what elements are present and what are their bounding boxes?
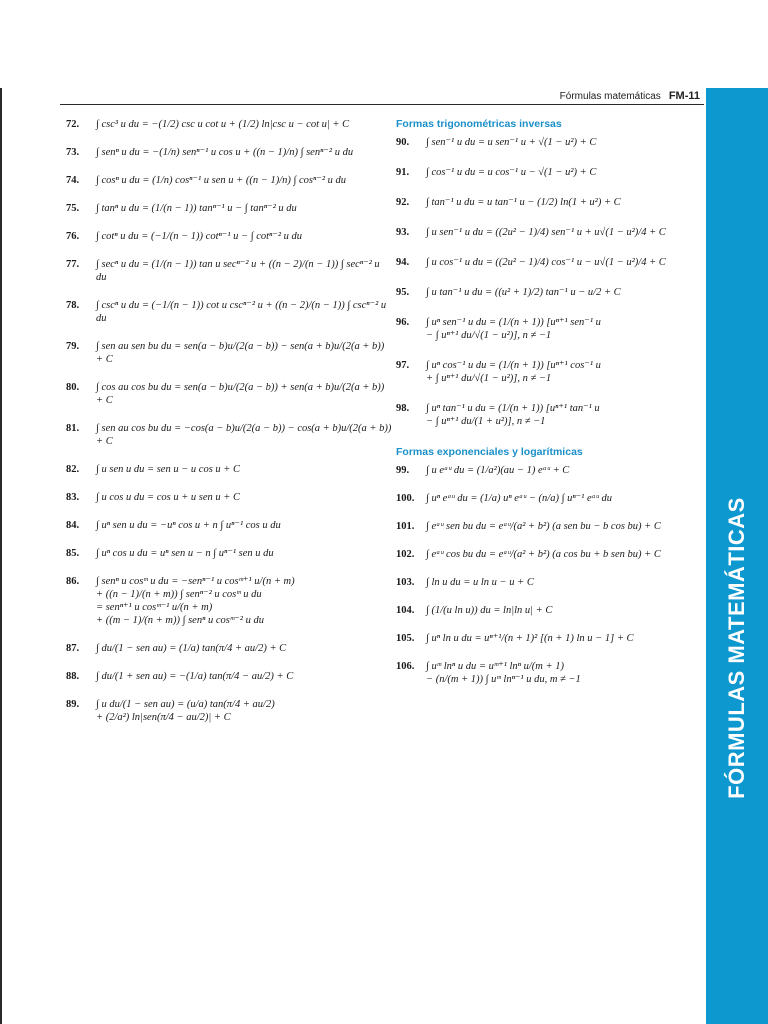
formula-item [396, 632, 704, 645]
formula-expression [426, 136, 704, 149]
formula-line: ∫ ln u du = u ln u − u + C [426, 577, 534, 588]
formula-number: 91. [396, 167, 410, 178]
formula-expression [426, 660, 704, 686]
formula-line: ∫ uⁿ tan⁻¹ u du = (1/(n + 1)) [uⁿ⁺¹ tan⁻¹ u [426, 403, 600, 414]
formula-number: 105. [396, 633, 415, 644]
formula-number: 93. [396, 227, 410, 238]
formula-item [66, 670, 392, 683]
formula-item [66, 230, 392, 243]
formula-expression [426, 316, 704, 342]
formula-expression [426, 286, 704, 299]
formula-number: 78. [66, 300, 80, 311]
formula-item [66, 146, 392, 159]
formula-item [66, 340, 392, 366]
formula-item [396, 359, 704, 385]
formula-line: ∫ uᵐ lnⁿ u du = uᵐ⁺¹ lnⁿ u/(m + 1) [426, 661, 564, 672]
formula-expression [96, 381, 392, 407]
formula-line: ∫ uⁿ sen⁻¹ u du = (1/(n + 1)) [uⁿ⁺¹ sen⁻¹ u [426, 317, 601, 328]
formula-expression [96, 230, 392, 243]
formula-item [396, 604, 704, 617]
formula-item [396, 316, 704, 342]
formula-line: + (2/a²) ln|sen(π/4 − au/2)| + C [96, 712, 231, 723]
side-tab-label: FÓRMULAS MATEMÁTICAS [724, 497, 749, 799]
formula-line: ∫ uⁿ sen u du = −uⁿ cos u + n ∫ uⁿ⁻¹ cos u du [96, 520, 281, 531]
formula-number: 80. [66, 382, 80, 393]
formula-expression [96, 340, 392, 366]
running-title: Fórmulas matemáticas [559, 91, 661, 102]
formula-line: ∫ u eᵃᵘ du = (1/a²)(au − 1) eᵃᵘ + C [426, 465, 570, 476]
formula-expression [426, 576, 704, 589]
formula-number: 73. [66, 147, 80, 158]
formula-line: ∫ cosⁿ u du = (1/n) cosⁿ⁻¹ u sen u + ((n − 1)/n) ∫ cosⁿ⁻² u du [96, 175, 346, 186]
formula-expression [426, 520, 704, 533]
formula-item [66, 547, 392, 560]
formula-line: ∫ u du/(1 − sen au) = (u/a) tan(π/4 + au/2) [96, 699, 275, 710]
formula-number: 85. [66, 548, 80, 559]
formula-item [66, 174, 392, 187]
formula-expression [96, 463, 392, 476]
formula-expression [96, 118, 392, 131]
formula-line: ∫ tan⁻¹ u du = u tan⁻¹ u − (1/2) ln(1 + u²) + C [426, 197, 621, 208]
formula-expression [96, 519, 392, 532]
formula-line: ∫ du/(1 + sen au) = −(1/a) tan(π/4 − au/2) + C [96, 671, 294, 682]
formula-line: ∫ eᵃᵘ cos bu du = eᵃᵘ/(a² + b²) (a cos bu + b sen bu) + C [426, 549, 661, 560]
formula-expression [426, 492, 704, 505]
formula-number: 101. [396, 521, 415, 532]
formula-line: ∫ sen au cos bu du = −cos(a − b)u/(2(a − b)) − cos(a + b)u/(2(a + b)) + C [96, 423, 392, 447]
formula-number: 98. [396, 403, 410, 414]
formula-expression [426, 632, 704, 645]
formula-item [66, 381, 392, 407]
formula-expression [96, 642, 392, 655]
formula-line: ∫ u cos⁻¹ u du = ((2u² − 1)/4) cos⁻¹ u − u√(1 − u²)/4 + C [426, 257, 666, 268]
formula-expression [426, 464, 704, 477]
formula-line: − ∫ uⁿ⁺¹ du/√(1 − u²)], n ≠ −1 [426, 330, 552, 341]
formula-item [396, 520, 704, 533]
formula-item [396, 256, 704, 269]
formula-number: 77. [66, 259, 80, 270]
formula-number: 95. [396, 287, 410, 298]
formula-line: ∫ u sen⁻¹ u du = ((2u² − 1)/4) sen⁻¹ u + u√(1 − u²)/4 + C [426, 227, 666, 238]
formula-expression [96, 575, 392, 627]
formula-line: ∫ uⁿ ln u du = uⁿ⁺¹/(n + 1)² [(n + 1) ln u − 1] + C [426, 633, 634, 644]
formula-number: 75. [66, 203, 80, 214]
formula-line: − (n/(m + 1)) ∫ uᵐ lnⁿ⁻¹ u du, m ≠ −1 [426, 674, 581, 685]
formula-number: 99. [396, 465, 410, 476]
formula-number: 104. [396, 605, 415, 616]
formula-expression [426, 402, 704, 428]
section-title-exp-log: Formas exponenciales y logarítmicas [396, 446, 583, 458]
formula-item [66, 642, 392, 655]
left-column [66, 118, 392, 739]
formula-expression [426, 604, 704, 617]
formula-item [396, 286, 704, 299]
formula-line: ∫ sen au sen bu du = sen(a − b)u/(2(a − b)) − sen(a + b)u/(2(a + b)) + C [96, 341, 385, 365]
formula-number: 76. [66, 231, 80, 242]
running-head [560, 90, 700, 102]
formula-item [66, 575, 392, 627]
formula-line: ∫ sen⁻¹ u du = u sen⁻¹ u + √(1 − u²) + C [426, 137, 597, 148]
header-rule [60, 104, 704, 105]
formula-item [66, 202, 392, 215]
formula-line: ∫ cos⁻¹ u du = u cos⁻¹ u − √(1 − u²) + C [426, 167, 597, 178]
formula-item [396, 492, 704, 505]
formula-expression [426, 256, 704, 269]
formula-item [396, 196, 704, 209]
formula-number: 97. [396, 360, 410, 371]
formula-number: 81. [66, 423, 80, 434]
formula-item [66, 698, 392, 724]
formula-number: 92. [396, 197, 410, 208]
formula-line: ∫ eᵃᵘ sen bu du = eᵃᵘ/(a² + b²) (a sen bu − b cos bu) + C [426, 521, 661, 532]
formula-number: 84. [66, 520, 80, 531]
formula-line: ∫ uⁿ cos⁻¹ u du = (1/(n + 1)) [uⁿ⁺¹ cos⁻¹ u [426, 360, 601, 371]
formula-expression [96, 547, 392, 560]
section-title-inverse-trig: Formas trigonométricas inversas [396, 118, 562, 130]
formula-line: ∫ cos au cos bu du = sen(a − b)u/(2(a − b)) + sen(a + b)u/(2(a + b)) + C [96, 382, 385, 406]
formula-number: 88. [66, 671, 80, 682]
formula-line: ∫ u cos u du = cos u + u sen u + C [96, 492, 241, 503]
formula-number: 94. [396, 257, 410, 268]
side-tab [706, 88, 768, 1024]
formula-item [66, 491, 392, 504]
formula-number: 72. [66, 119, 80, 130]
formula-expression [96, 670, 392, 683]
formula-number: 89. [66, 699, 80, 710]
formula-line: ∫ secⁿ u du = (1/(n − 1)) tan u secⁿ⁻² u + ((n − 2)/(n − 1)) ∫ secⁿ⁻² u du [96, 259, 380, 283]
formula-item [66, 422, 392, 448]
formula-expression [96, 299, 392, 325]
formula-line: + ((n − 1)/(n + m)) ∫ senⁿ⁻² u cosᵐ u du [96, 589, 262, 600]
formula-item [66, 258, 392, 284]
formula-expression [426, 548, 704, 561]
formula-item [396, 464, 704, 477]
formula-number: 74. [66, 175, 80, 186]
formula-item [396, 226, 704, 239]
formula-item [66, 118, 392, 131]
formula-number: 106. [396, 661, 415, 672]
formula-line: ∫ cscⁿ u du = (−1/(n − 1)) cot u cscⁿ⁻² u + ((n − 2)/(n − 1)) ∫ cscⁿ⁻² u du [96, 300, 387, 324]
formula-expression [426, 166, 704, 179]
formula-expression [96, 698, 392, 724]
page-number: FM-11 [668, 90, 700, 102]
formula-item [396, 548, 704, 561]
formula-number: 96. [396, 317, 410, 328]
formula-item [66, 463, 392, 476]
formula-item [396, 660, 704, 686]
formula-expression [96, 491, 392, 504]
formula-line: ∫ senⁿ u du = −(1/n) senⁿ⁻¹ u cos u + ((n − 1)/n) ∫ senⁿ⁻² u du [96, 147, 354, 158]
formula-line: − ∫ uⁿ⁺¹ du/(1 + u²)], n ≠ −1 [426, 416, 546, 427]
formula-number: 103. [396, 577, 415, 588]
right-column [396, 118, 704, 701]
formula-line: ∫ cotⁿ u du = (−1/(n − 1)) cotⁿ⁻¹ u − ∫ cotⁿ⁻² u du [96, 231, 303, 242]
formula-line: ∫ csc³ u du = −(1/2) csc u cot u + (1/2) ln|csc u − cot u| + C [96, 119, 350, 130]
formula-line: ∫ uⁿ cos u du = uⁿ sen u − n ∫ uⁿ⁻¹ sen u du [96, 548, 274, 559]
formula-number: 86. [66, 576, 80, 587]
formula-number: 87. [66, 643, 80, 654]
formula-line: ∫ u sen u du = sen u − u cos u + C [96, 464, 241, 475]
formula-item [396, 166, 704, 179]
formula-line: ∫ (1/(u ln u)) du = ln|ln u| + C [426, 605, 553, 616]
formula-item [396, 402, 704, 428]
formula-expression [96, 174, 392, 187]
formula-line: ∫ senⁿ u cosᵐ u du = −senⁿ⁻¹ u cosᵐ⁺¹ u/(n + m) [96, 576, 295, 587]
formula-number: 100. [396, 493, 415, 504]
formula-item [66, 519, 392, 532]
formula-line: = senⁿ⁺¹ u cosᵐ⁻¹ u/(n + m) [96, 602, 213, 613]
formula-line: + ∫ uⁿ⁺¹ du/√(1 − u²)], n ≠ −1 [426, 373, 552, 384]
formula-expression [96, 422, 392, 448]
exp-log-formulas [396, 464, 704, 686]
formula-line: ∫ uⁿ eᵃᵘ du = (1/a) uⁿ eᵃᵘ − (n/a) ∫ uⁿ⁻¹ eᵃᵘ du [426, 493, 612, 504]
page-left-rule [0, 88, 2, 1024]
formula-number: 90. [396, 137, 410, 148]
formula-expression [96, 146, 392, 159]
formula-expression [96, 202, 392, 215]
formula-number: 83. [66, 492, 80, 503]
formula-number: 102. [396, 549, 415, 560]
formula-line: ∫ du/(1 − sen au) = (1/a) tan(π/4 + au/2) + C [96, 643, 287, 654]
formula-item [66, 299, 392, 325]
formula-expression [426, 359, 704, 385]
inverse-trig-formulas [396, 136, 704, 428]
formula-expression [426, 196, 704, 209]
formula-expression [96, 258, 392, 284]
formula-item [396, 136, 704, 149]
formula-expression [426, 226, 704, 239]
formula-number: 82. [66, 464, 80, 475]
formula-line: ∫ u tan⁻¹ u du = ((u² + 1)/2) tan⁻¹ u − u/2 + C [426, 287, 621, 298]
formula-line: + ((m − 1)/(n + m)) ∫ senⁿ u cosᵐ⁻² u du [96, 615, 264, 626]
formula-item [396, 576, 704, 589]
formula-number: 79. [66, 341, 80, 352]
formula-line: ∫ tanⁿ u du = (1/(n − 1)) tanⁿ⁻¹ u − ∫ tanⁿ⁻² u du [96, 203, 297, 214]
